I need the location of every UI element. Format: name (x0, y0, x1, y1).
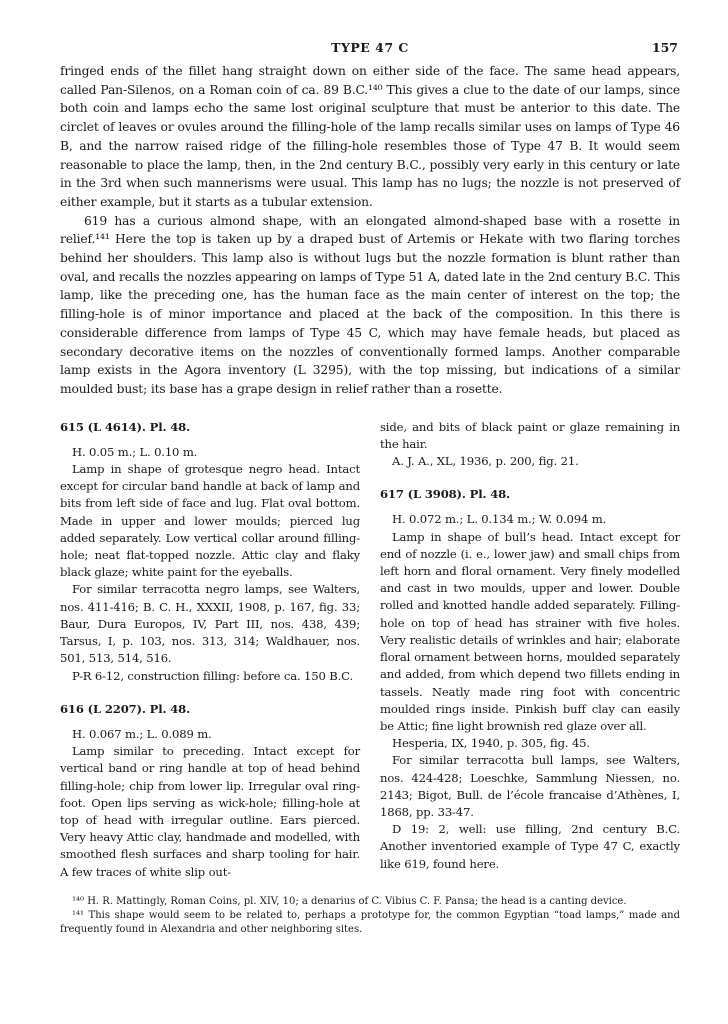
entry-617-description: Lamp in shape of bull’s head. Intact except for end of nozzle (i. e., lower jaw) and small chips from left horn and floral ornament. Very finely modelled and cast in two moulds, upper and lower. Double rolled and knotted handle added separately. Filling-hole on top of head has strainer with five holes. Very realistic details of wrinkles and hair; elaborate floral ornament between horns, moulded separately and added, from which depend two fillets ending in tassels. Neatly made ring foot with concentric moulded rings inside. Pinkish buff clay can easily be Attic; fine light brownish red glaze over all. (380, 529, 680, 733)
footnote-140: ¹⁴⁰ H. R. Mattingly, Roman Coins, pl. XIV, 10; a denarius of C. Vibius C. F. Pansa; the head is a canting device. (72, 895, 627, 907)
intro-paragraph-1: fringed ends of the fillet hang straight down on either side of the face. The same head appears, called Pan-Silenos, on a Roman coin of ca. 89 B.C.¹⁴⁰ This gives a clue to the date of our lamps, since both coin and lamps echo the same lost original sculpture that must be anterior to this date. The circlet of leaves or ovules around the filling-hole of the lamp recalls similar uses on lamps of Type 46 B, and the narrow raised ridge of the filling-hole resembles those of Type 47 B. It would seem reasonable to place the lamp, then, in the 2nd century B.C., possibly very early in this century or late in the 3rd when such mannerisms were usual. This lamp has no lugs; the nozzle is not preserved of either example, but it starts as a tubular extension. (60, 64, 680, 209)
entry-615-heading: 615 (L 4614). Pl. 48. (60, 419, 190, 434)
entry-616-continued: side, and bits of black paint or glaze remaining in the hair. (380, 419, 680, 451)
running-title: TYPE 47 C (331, 40, 409, 55)
entry-615-description: Lamp in shape of grotesque negro head. Intact except for circular band handle at back of lamp and bits from left side of face and lug. Flat oval bottom. Made in upper and lower moulds; pierced lug added separately. Low vertical collar around filling-hole; neat flat-topped nozzle. Attic clay and flaky black glaze; white paint for the eyeballs. (60, 462, 360, 580)
intro-text (60, 62, 680, 399)
footnotes (60, 895, 680, 937)
left-column (60, 419, 360, 881)
entry-617-reference: Hesperia, IX, 1940, p. 305, fig. 45. (392, 736, 590, 751)
footnote-141: ¹⁴¹ This shape would seem to be related to, perhaps a prototype for, the common Egyptian “toad lamps,” made and frequently found in Alexandria and other neighboring sites. (60, 909, 680, 935)
page (60, 38, 680, 937)
page-header (60, 38, 680, 62)
entry-616-description: Lamp similar to preceding. Intact except for vertical band or ring handle at top of head behind filling-hole; chip from lower lip. Irregular oval ring-foot. Open lips serving as wick-hole; filling-hole at top of head with irregular outline. Ears pierced. Very heavy Attic clay, handmade and modelled, with smoothed flesh surfaces and sharp tooling for hair. A few traces of white slip out- (60, 744, 360, 879)
entry-617-context: D 19: 2, well: use filling, 2nd century B.C. Another inventoried example of Type 47 C, exactly like 619, found here. (380, 822, 680, 871)
catalogue-columns (60, 419, 680, 881)
entry-617-references: For similar terracotta bull lamps, see Walters, nos. 424-428; Loeschke, Sammlung Niessen, no. 2143; Bigot, Bull. de l’école francaise d’Athènes, I, 1868, pp. 33-47. (380, 753, 680, 819)
entry-615-context: P-R 6-12, construction filling: before ca. 150 B.C. (72, 668, 353, 683)
intro-paragraph-2: 619 has a curious almond shape, with an elongated almond-shaped base with a rosette in relief.¹⁴¹ Here the top is taken up by a draped bust of Artemis or Hekate with two flaring torches behind her shoulders. This lamp also is without lugs but the nozzle formation is blunt rather than oval, and recalls the nozzles appearing on lamps of Type 51 A, dated late in the 2nd century B.C. This lamp, like the preceding one, has the human face as the main center of interest on the top; the filling-hole is of minor importance and placed at the back of the composition. In this there is considerable difference from lamps of Type 45 C, which may have female heads, but placed as secondary decorative items on the nozzles of conventionally formed lamps. Another comparable lamp exists in the Agora inventory (L 3295), with the top missing, but indications of a similar moulded bust; its base has a grape design in relief rather than a rosette. (60, 213, 680, 396)
entry-617-dimensions: H. 0.072 m.; L. 0.134 m.; W. 0.094 m. (392, 512, 607, 527)
entry-615-dimensions: H. 0.05 m.; L. 0.10 m. (72, 444, 198, 459)
entry-616-reference: A. J. A., XL, 1936, p. 200, fig. 21. (392, 454, 579, 469)
entry-616-dimensions: H. 0.067 m.; L. 0.089 m. (72, 726, 212, 741)
page-number: 157 (651, 40, 678, 55)
entry-617-heading: 617 (L 3908). Pl. 48. (380, 487, 510, 502)
right-column (380, 419, 680, 881)
entry-615-references: For similar terracotta negro lamps, see Walters, nos. 411-416; B. C. H., XXXII, 1908, p. 167, fig. 33; Baur, Dura Europos, IV, Part III, nos. 438, 439; Tarsus, I, p. 103, nos. 313, 314; Waldhauer, nos. 501, 513, 514, 516. (60, 582, 360, 666)
entry-616-heading: 616 (L 2207). Pl. 48. (60, 701, 190, 716)
